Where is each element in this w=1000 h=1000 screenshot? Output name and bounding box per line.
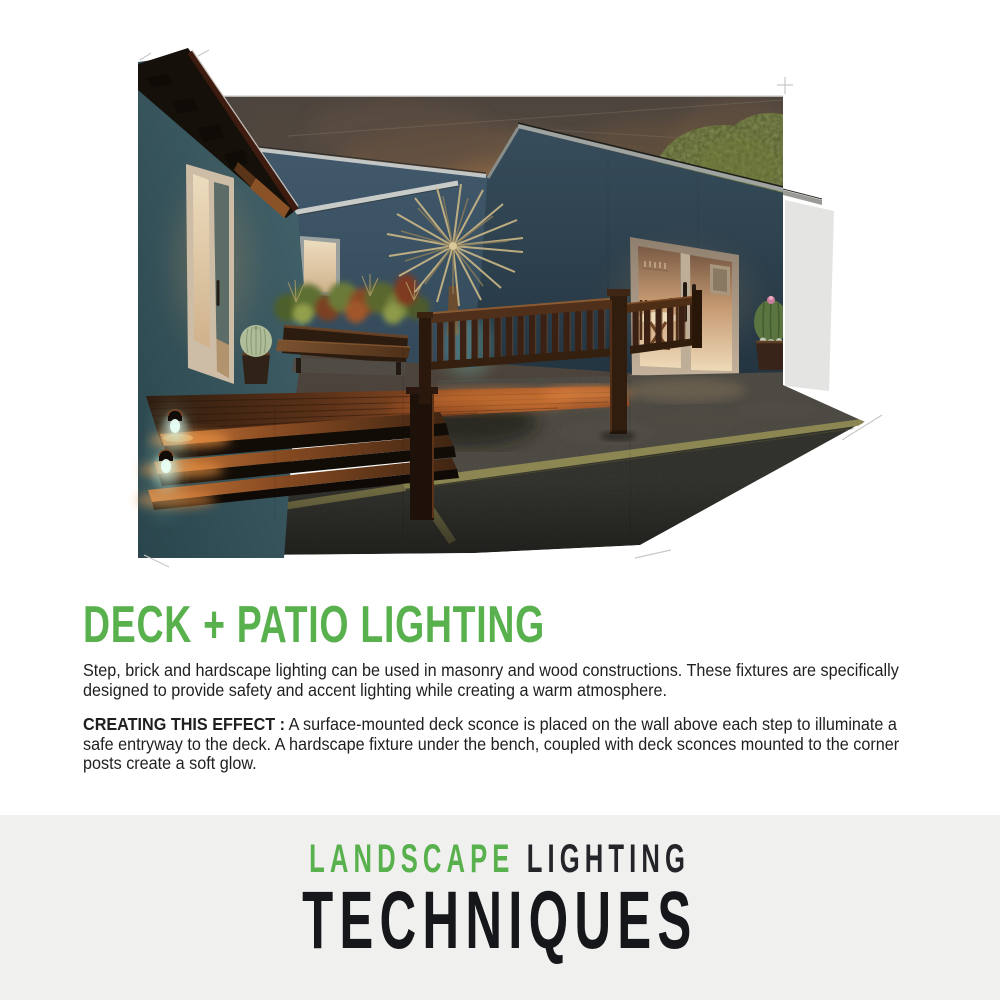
effect-text: A surface-mounted deck sconce is placed on the wall above each step to illuminate a safe entryway to the deck. A hardscape fixture under the bench, coupled with deck sconces mounted to the corner posts create a soft glow. bbox=[83, 714, 900, 773]
footer-banner bbox=[0, 815, 1000, 1000]
section-title-text: DECK + PATIO LIGHTING bbox=[83, 596, 545, 654]
brand-word-lighting: LIGHTING bbox=[527, 837, 691, 881]
barrel-cactus bbox=[754, 296, 788, 370]
hero-illustration bbox=[138, 50, 868, 577]
tall-window-door bbox=[186, 164, 234, 384]
newel-post bbox=[406, 387, 438, 520]
brand-line bbox=[0, 815, 1000, 880]
cactus-pot bbox=[756, 342, 788, 370]
door-handle bbox=[217, 280, 220, 306]
effect-paragraph bbox=[83, 715, 927, 774]
section-title bbox=[83, 596, 928, 654]
step-sconce-light bbox=[141, 440, 185, 520]
backdrop-panel bbox=[783, 189, 834, 391]
footer-title bbox=[0, 875, 1000, 966]
brand-word-landscape: LANDSCAPE bbox=[309, 837, 515, 881]
intro-paragraph: Step, brick and hardscape lighting can be used in masonry and wood constructions. These fixtures are specifically designed to provide safety and accent lighting while creating a warm atmosphere. bbox=[83, 660, 899, 700]
picture-frame bbox=[710, 264, 730, 296]
brand-line-text bbox=[310, 838, 691, 880]
description-section bbox=[83, 596, 928, 774]
deck-scene-rendering bbox=[138, 50, 868, 577]
footer-title-text: TECHNIQUES bbox=[302, 875, 698, 966]
corner-post bbox=[607, 289, 630, 434]
effect-label: CREATING THIS EFFECT : bbox=[83, 714, 286, 734]
ball-cactus bbox=[240, 325, 272, 384]
